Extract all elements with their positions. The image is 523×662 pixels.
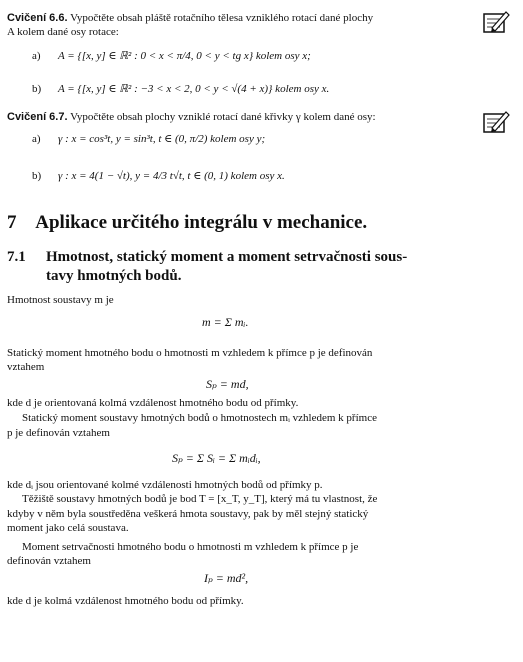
paragraph-centroid-3: moment jako celá soustava. [7,522,129,534]
exercise-6-6-line1 [7,11,373,25]
equation-static-moment: Sₚ = md, [206,377,249,391]
paragraph-perpendicular-distance: kde d je kolmá vzdálenost hmotného bodu od přímky. [7,595,244,607]
exercise-6-7-label: Cvičení 6.7. [7,111,68,123]
exercise-6-7-text1: Vypočtěte obsah plochy vzniklé rotací dané křivky γ kolem dané osy: [70,111,376,123]
exercise-6-7-b-expr: γ : x = 4(1 − √t), y = 4/3 t√t, t ∈ (0, 1) kolem osy x. [58,170,285,182]
pencil-notebook-icon [482,8,510,34]
equation-mass: m = Σ mᵢ. [202,315,249,329]
exercise-6-6-label: Cvičení 6.6. [7,12,68,24]
section-heading [7,212,367,234]
paragraph-inertia-1: Moment setrvačnosti hmotného bodu o hmotnosti m vzhledem k přímce p je [22,541,359,553]
exercise-6-6-text1: Vypočtěte obsah pláště rotačního tělesa vzniklého rotací dané plochy [70,12,374,24]
exercise-6-7-b-label: b) [32,170,42,182]
equation-system-static: Sₚ = Σ Sᵢ = Σ mᵢdᵢ, [172,451,261,465]
paragraph-oriented-distance: kde d je orientovaná kolmá vzdálenost hmotného bodu od přímky. [7,397,299,409]
section-title: Aplikace určitého integrálu v mechanice. [35,212,368,233]
exercise-6-6-a-expr: A = {[x, y] ∈ ℝ² : 0 < x < π/4, 0 < y < tg x} kolem osy x; [58,50,311,62]
paragraph-centroid-1: Těžiště soustavy hmotných bodů je bod T = [x_T, y_T], který má tu vlastnost, že [22,493,378,505]
exercise-6-6-b-label: b) [32,83,42,95]
paragraph-centroid-2: kdyby v něm byla soustředěna veškerá hmota soustavy, pak by měl stejný statický [7,508,369,520]
paragraph-static-moment-1: Statický moment hmotného bodu o hmotnosti m vzhledem k přímce p je definován [7,347,373,359]
paragraph-system-static-2: p je definován vztahem [7,427,110,439]
section-number: 7 [7,212,17,233]
paragraph-static-moment-2: vztahem [7,361,45,373]
subsection-number: 7.1 [7,249,26,265]
paragraph-system-static-1: Statický moment soustavy hmotných bodů o hmotnostech mᵢ vzhledem k přímce [22,412,377,424]
paragraph-distances: kde dᵢ jsou orientované kolmé vzdálenosti hmotných bodů od přímky p. [7,479,323,491]
pencil-notebook-icon [482,108,510,134]
equation-moment-of-inertia: Iₚ = md², [204,571,249,585]
exercise-6-7-a-expr: γ : x = cos³t, y = sin³t, t ∈ (0, π/2) kolem osy y; [58,133,266,145]
exercise-6-7-a-label: a) [32,133,41,145]
subsection-title-line2: tavy hmotných bodů. [46,268,182,284]
paragraph-mass: Hmotnost soustavy m je [7,294,114,306]
exercise-6-6-text2: A kolem dané osy rotace: [7,26,119,38]
subsection-title-line1: Hmotnost, statický moment a moment setrvačnosti sous- [46,249,408,265]
exercise-6-6-a-label: a) [32,50,41,62]
exercise-6-7-line1 [7,110,376,124]
paragraph-inertia-2: definován vztahem [7,555,91,567]
exercise-6-6-b-expr: A = {[x, y] ∈ ℝ² : −3 < x < 2, 0 < y < √(4 + x)} kolem osy x. [58,83,330,95]
